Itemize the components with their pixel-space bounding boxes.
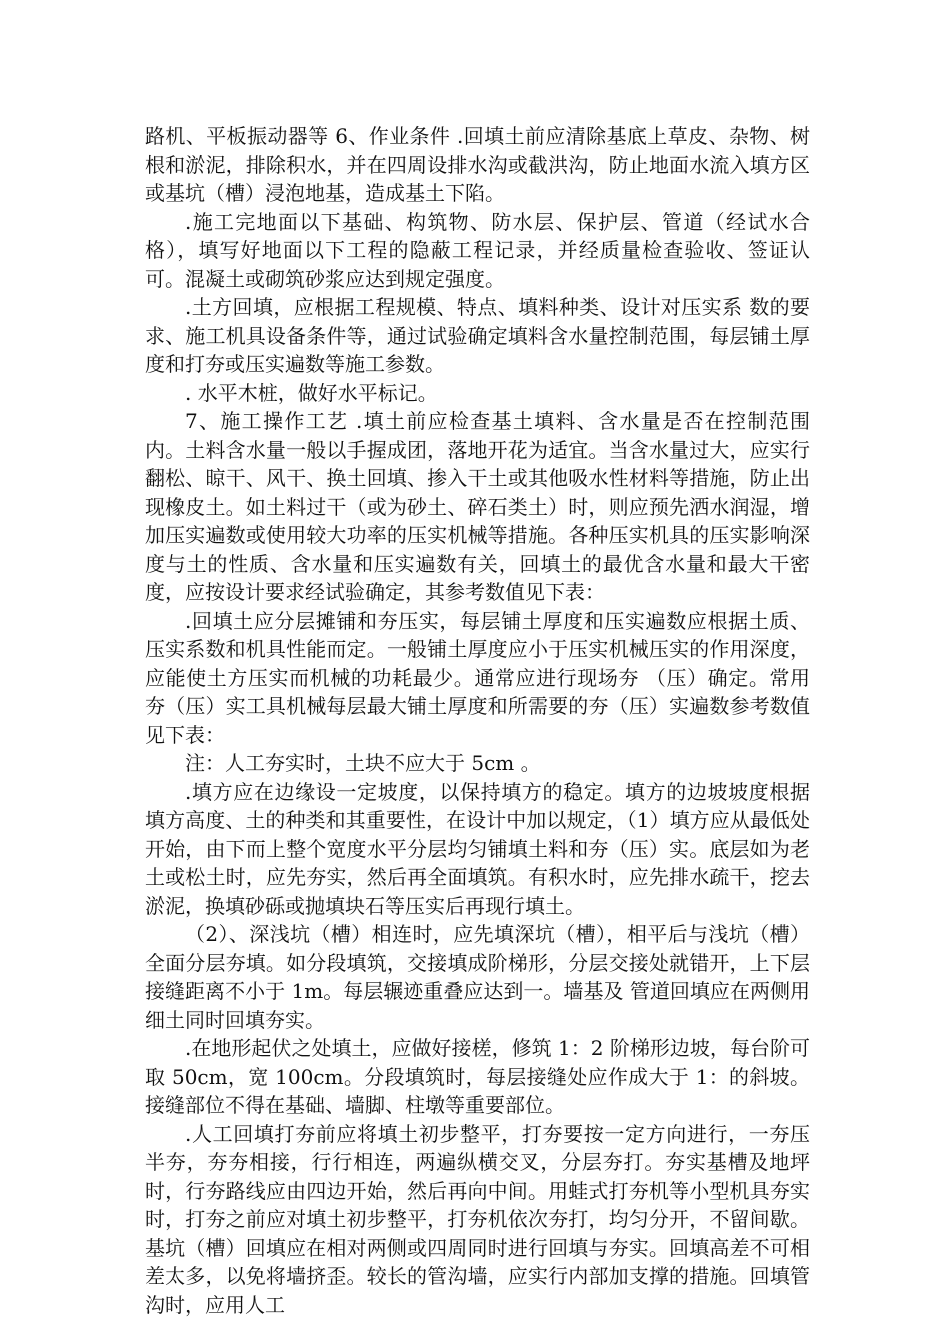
paragraph-2: .施工完地面以下基础、构筑物、防水层、保护层、管道（经试水合格），填写好地面以下工程的隐蔽工程记录，并经质量检查验收、签证认可。混凝土或砌筑砂浆应达到规定强度。: [145, 209, 810, 291]
paragraph-7: 注：人工夯实时，土块不应大于 5cm 。: [185, 751, 541, 775]
paragraph-8: .填方应在边缘设一定坡度，以保持填方的稳定。填方的边坡坡度根据填方高度、土的种类和其重要性，在设计中加以规定，（1）填方应从最低处开始，由下而上整个宽度水平分层均匀铺填土料和夯（压）实。底层如为老土或松土时，应先夯实，然后再全面填筑。有积水时，应先排水疏干，挖去淤泥，换填砂砾或抛填块石等压实后再现行填土。: [145, 779, 810, 918]
paragraph-10: .在地形起伏之处填土，应做好接槎，修筑 1：2 阶梯形边坡，每台阶可取 50cm，宽 100cm。分段填筑时，每层接缝处应作成大于 1：的斜坡。接缝部位不得在基础、墙脚、柱墩等重要部位。: [145, 1036, 810, 1117]
paragraph-9: （2）、深浅坑（槽）相连时，应先填深坑（槽），相平后与浅坑（槽）全面分层夯填。如分段填筑，交接填成阶梯形，分层交接处就错开，上下层接缝距离不小于 1m。每层辗迹重叠应达到一。墙基及 管道回填应在两侧用细土同时回填夯实。: [145, 922, 810, 1032]
paragraph-5: 7、施工操作工艺 .填土前应检查基土填料、含水量是否在控制范围内。土料含水量一般以手握成团，落地开花为适宜。当含水量过大，应实行翻松、晾干、风干、换土回填、掺入干土或其他吸水性材料等措施，防止出现橡皮土。如土料过干（或为砂土、碎石类土）时，则应预先洒水润湿，增加压实遍数或使用较大功率的压实机械等措施。各种压实机具的压实影响深度与土的性质、含水量和压实遍数有关，回填土的最优含水量和最大干密度，应按设计要求经试验确定，其参考数值见下表：: [145, 409, 810, 604]
paragraph-3: .土方回填，应根据工程规模、特点、填料种类、设计对压实系 数的要求、施工机具设备条件等，通过试验确定填料含水量控制范围，每层铺土厚度和打夯或压实遍数等施工参数。: [145, 295, 810, 376]
paragraph-1: 路机、平板振动器等 6、作业条件 .回填土前应清除基底上草皮、杂物、树根和淤泥，排除积水，并在四周设排水沟或截洪沟，防止地面水流入填方区或基坑（槽）浸泡地基，造成基土下陷。: [145, 124, 810, 205]
paragraph-6: .回填土应分层摊铺和夯压实，每层铺土厚度和压实遍数应根据土质、压实系数和机具性能而定。一般铺土厚度应小于压实机械压实的作用深度，应能使土方压实而机械的功耗最少。通常应进行现场夯 （压）确定。常用夯（压）实工具机械每层最大铺土厚度和所需要的夯（压）实遍数参考数值见下表：: [145, 608, 810, 747]
paragraph-4: . 水平木桩，做好水平标记。: [185, 380, 438, 405]
paragraph-11: .人工回填打夯前应将填土初步整平，打夯要按一定方向进行，一夯压半夯，夯夯相接，行行相连，两遍纵横交叉，分层夯打。夯实基槽及地坪时，行夯路线应由四边开始，然后再向中间。用蛙式打夯机等小型机具夯实时，打夯之前应对填土初步整平，打夯机依次夯打，均匀分开，不留间歇。基坑（槽）回填应在相对两侧或四周同时进行回填与夯实。回填高差不可相差太多，以免将墙挤歪。较长的管沟墙，应实行内部加支撑的措施。回填管沟时，应用人工: [145, 1121, 810, 1317]
document-body: [145, 122, 810, 1319]
